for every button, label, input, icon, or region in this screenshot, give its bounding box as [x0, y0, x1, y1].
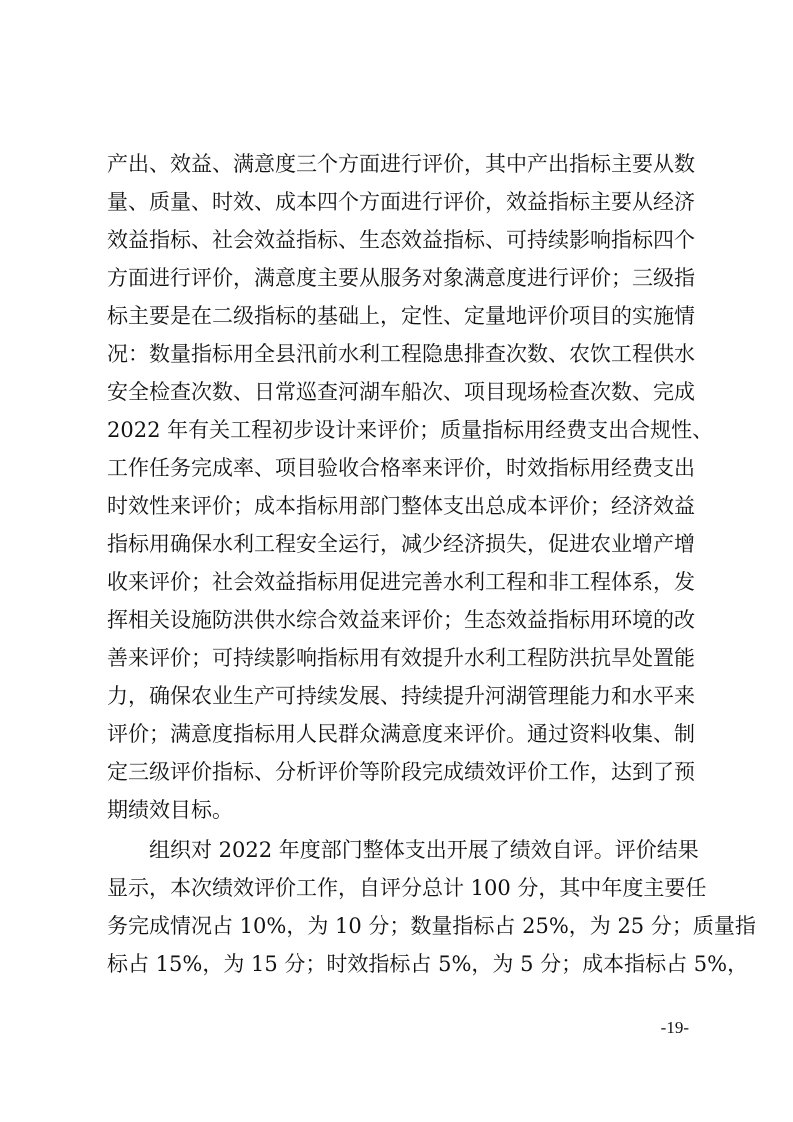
- text-line: 善来评价；可持续影响指标用有效提升水利工程防洪抗旱处置能: [107, 646, 695, 670]
- text-line: 方面进行评价，满意度主要从服务对象满意度进行评价；三级指: [107, 266, 695, 290]
- text-line: 指标用确保水利工程安全运行，减少经济损失，促进农业增产增: [107, 532, 695, 556]
- text-line: 时效性来评价；成本指标用部门整体支出总成本评价；经济效益: [107, 494, 695, 518]
- text-line: 况：数量指标用全县汛前水利工程隐患排查次数、农饮工程供水: [107, 342, 695, 366]
- text-line: 工作任务完成率、项目验收合格率来评价，时效指标用经费支出: [107, 456, 695, 480]
- text-line: 量、质量、时效、成本四个方面进行评价，效益指标主要从经济: [107, 190, 695, 214]
- text-line: 标主要是在二级指标的基础上，定性、定量地评价项目的实施情: [107, 304, 695, 328]
- text-line: 产出、效益、满意度三个方面进行评价，其中产出指标主要从数: [107, 152, 695, 176]
- text-line: 力，确保农业生产可持续发展、持续提升河湖管理能力和水平来: [107, 684, 695, 708]
- text-line: 期绩效目标。: [107, 798, 233, 822]
- text-line: 2022 年有关工程初步设计来评价；质量指标用经费支出合规性、: [107, 418, 714, 442]
- text-line: 收来评价；社会效益指标用促进完善水利工程和非工程体系，发: [107, 570, 695, 594]
- text-line: 组织对 2022 年度部门整体支出开展了绩效自评。评价结果: [149, 838, 699, 862]
- text-line: 务完成情况占 10%，为 10 分；数量指标占 25%，为 25 分；质量指: [107, 914, 756, 938]
- text-line: 安全检查次数、日常巡查河湖车船次、项目现场检查次数、完成: [107, 380, 695, 404]
- text-line: 标占 15%，为 15 分；时效指标占 5%，为 5 分；成本指标占 5%，: [107, 952, 749, 976]
- text-line: 显示，本次绩效评价工作，自评分总计 100 分，其中年度主要任: [107, 876, 707, 900]
- text-line: 评价；满意度指标用人民群众满意度来评价。通过资料收集、制: [107, 722, 695, 746]
- text-line: 挥相关设施防洪供水综合效益来评价；生态效益指标用环境的改: [107, 608, 695, 632]
- text-line: 定三级评价指标、分析评价等阶段完成绩效评价工作，达到了预: [107, 760, 695, 784]
- page-number: -19-: [660, 1018, 689, 1037]
- text-line: 效益指标、社会效益指标、生态效益指标、可持续影响指标四个: [107, 228, 695, 252]
